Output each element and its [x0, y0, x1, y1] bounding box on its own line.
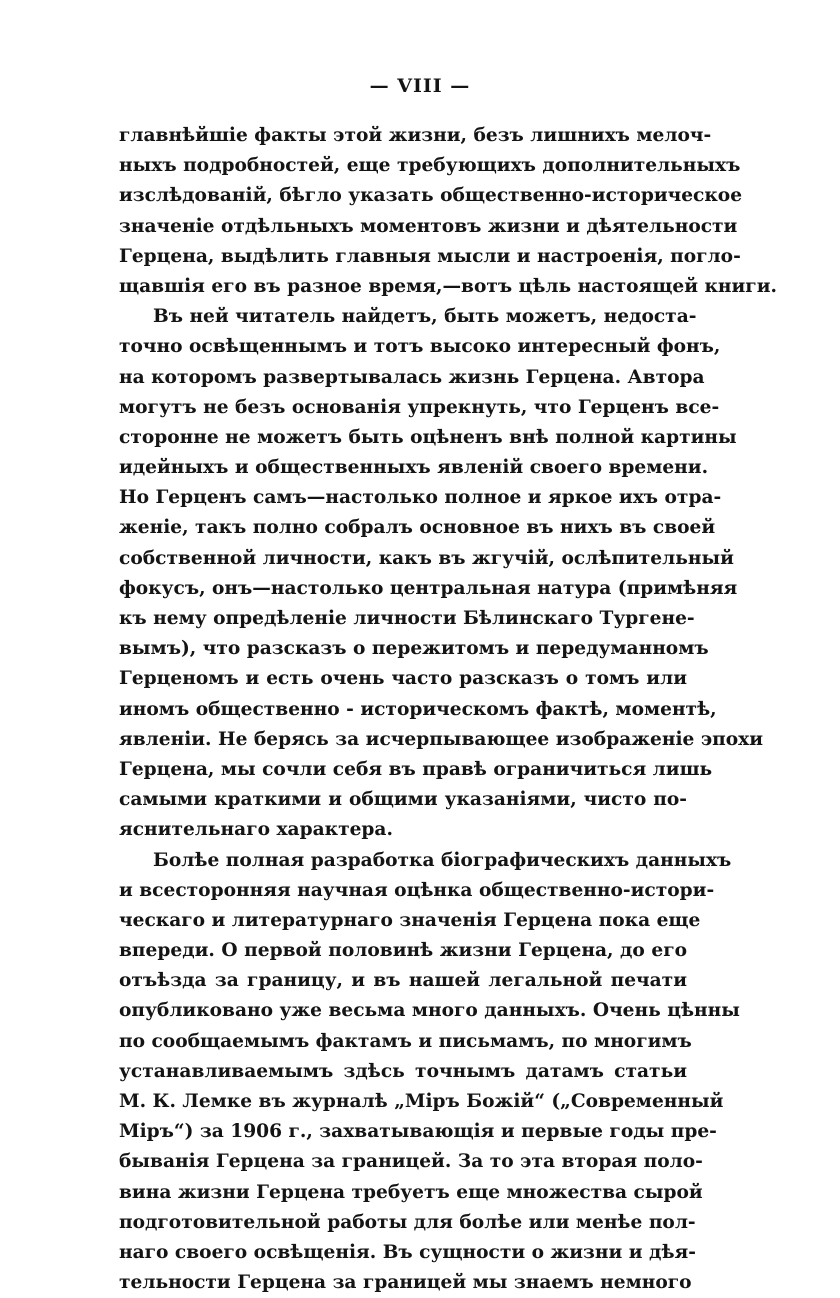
text-line: и всесторонняя научная оцѣнка общественно-истори-: [119, 876, 687, 906]
text-line: щавшія его въ разное время,—вотъ цѣль настоящей книги.: [119, 272, 687, 302]
text-line: женіе, такъ полно собралъ основное въ нихъ въ своей: [119, 513, 687, 543]
text-line: явленіи. Не берясь за исчерпывающее изображеніе эпохи: [119, 725, 687, 755]
page-number: — VIII —: [0, 72, 840, 100]
text-line: устанавливаемымъ здѣсь точнымъ датамъ статьи: [119, 1057, 687, 1087]
text-line: идейныхъ и общественныхъ явленій своего времени.: [119, 453, 687, 483]
text-line: подготовительной работы для болѣе или менѣе пол-: [119, 1208, 687, 1238]
text-line: главнѣйшіе факты этой жизни, безъ лишнихъ мелоч-: [119, 121, 687, 151]
body-text: [119, 121, 687, 1298]
paragraph-2: [119, 302, 687, 845]
text-line: Болѣе полная разработка біографическихъ данныхъ: [119, 846, 687, 876]
text-line: Міръ“) за 1906 г., захватывающія и первые годы пре-: [119, 1117, 687, 1147]
text-line: изслѣдованій, бѣгло указать общественно-историческое: [119, 181, 687, 211]
text-line: ныхъ подробностей, еще требующихъ дополнительныхъ: [119, 151, 687, 181]
text-line: на которомъ развертывалась жизнь Герцена. Автора: [119, 363, 687, 393]
text-line: Герцена, мы сочли себя въ правѣ ограничиться лишь: [119, 755, 687, 785]
text-line: Въ ней читатель найдетъ, быть можетъ, недоста-: [119, 302, 687, 332]
text-line: точно освѣщеннымъ и тотъ высоко интересный фонъ,: [119, 332, 687, 362]
text-line: наго своего освѣщенія. Въ сущности о жизни и дѣя-: [119, 1238, 687, 1268]
paragraph-1: [119, 121, 687, 302]
text-line: по сообщаемымъ фактамъ и письмамъ, по многимъ: [119, 1027, 687, 1057]
text-line: отъѣзда за границу, и въ нашей легальной печати: [119, 966, 687, 996]
text-line: впереди. О первой половинѣ жизни Герцена, до его: [119, 936, 687, 966]
text-line: яснительнаго характера.: [119, 815, 687, 845]
text-line: ческаго и литературнаго значенія Герцена пока еще: [119, 906, 687, 936]
text-line: могутъ не безъ основанія упрекнуть, что Герценъ все-: [119, 393, 687, 423]
text-line: сторонне не можетъ быть оцѣненъ внѣ полной картины: [119, 423, 687, 453]
text-line: самыми краткими и общими указаніями, чисто по-: [119, 785, 687, 815]
text-line: вина жизни Герцена требуетъ еще множества сырой: [119, 1178, 687, 1208]
text-line: вымъ), что разсказъ о пережитомъ и передуманномъ: [119, 634, 687, 664]
text-line: Герценомъ и есть очень часто разсказъ о томъ или: [119, 664, 687, 694]
text-line: иномъ общественно - историческомъ фактѣ, моментѣ,: [119, 695, 687, 725]
text-line: быванія Герцена за границей. За то эта вторая поло-: [119, 1147, 687, 1177]
text-line: Герцена, выдѣлить главныя мысли и настроенія, погло-: [119, 242, 687, 272]
text-line: къ нему опредѣленіе личности Бѣлинскаго Тургене-: [119, 604, 687, 634]
text-line: опубликовано уже весьма много данныхъ. Очень цѣнны: [119, 996, 687, 1026]
text-line: Но Герценъ самъ—настолько полное и яркое ихъ отра-: [119, 483, 687, 513]
paragraph-3: [119, 846, 687, 1298]
text-line: М. К. Лемке въ журналѣ „Міръ Божій“ („Современный: [119, 1087, 687, 1117]
text-line: фокусъ, онъ—настолько центральная натура (примѣняя: [119, 574, 687, 604]
text-line: тельности Герцена за границей мы знаемъ немного: [119, 1268, 687, 1298]
text-line: собственной личности, какъ въ жгучій, ослѣпительный: [119, 544, 687, 574]
text-line: значеніе отдѣльныхъ моментовъ жизни и дѣятельности: [119, 212, 687, 242]
